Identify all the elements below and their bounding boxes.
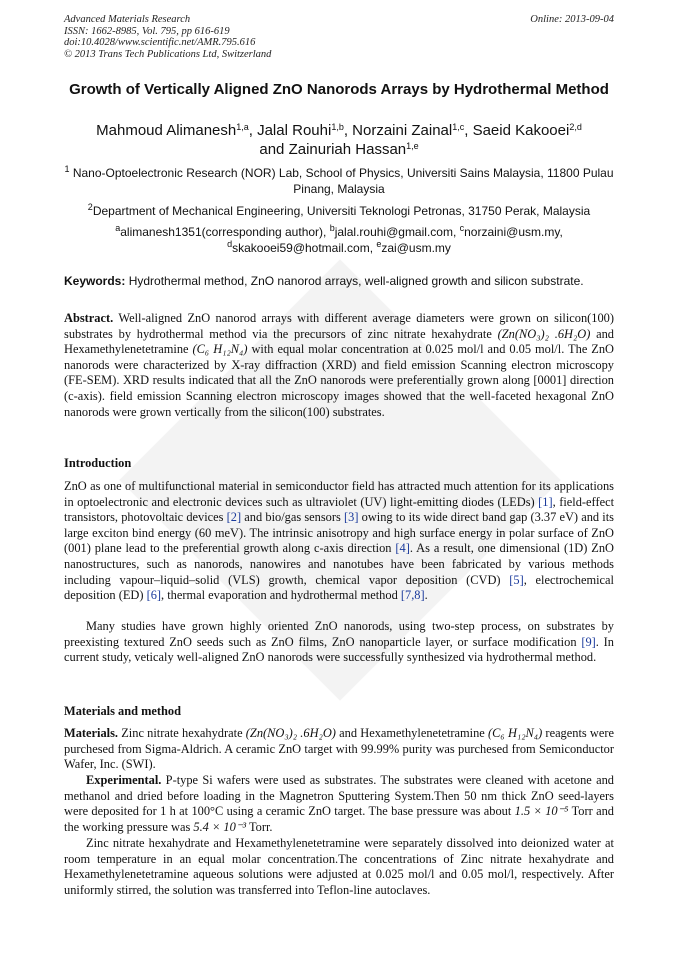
online-date: Online: 2013-09-04: [530, 14, 614, 25]
materials-label: Materials.: [64, 726, 119, 740]
paper-title: Growth of Vertically Aligned ZnO Nanorods Arrays by Hydrothermal Method: [69, 81, 609, 98]
author-sup: 1,e: [406, 141, 419, 151]
affiliation-1: $^1$ Nano-Optoelectronic Research (NOR) Lab, School of Physics, Universiti Sains Malaysia, 11800 Pulau Pinang, Malaysia: [64, 164, 614, 196]
experimental-label: Experimental.: [86, 773, 162, 787]
author-name: Mahmoud Alimanesh: [96, 122, 237, 139]
methods-heading: Materials and method: [64, 704, 182, 718]
keywords-text: Hydrothermal method, ZnO nanorod arrays, well-aligned growth and silicon substrate.: [125, 274, 584, 288]
author-list: Mahmoud Alimanesh$^{1,a}$, Jalal Rouhi$^{1,b}$, Norzaini Zainal$^{1,c}$, Saeid Kakooei$^{2,d}$ and Zainuriah Hassan$^{1,e}$: [96, 122, 582, 158]
journal-doi: doi:10.4028/www.scientific.net/AMR.795.616: [64, 37, 256, 48]
email-link[interactable]: norzaini@usm.my,: [464, 225, 563, 239]
introduction-paragraph-1: ZnO as one of multifunctional material in semiconductor field has attracted much attention for its applications in optoelectronic and electronic devices such as ultraviolet (UV) light-emitting diodes (LEDs) [1], field-effect transistors, photovoltaic devices [2] and bio/gas sensors [3] owing to its wide direct band gap (3.37 eV) and its large exciton bind energy (60 meV). The intrinsic anisotropy and high surface energy in polar surface of ZnO (001) plane lead to the preferential growth along c-axis direction [4]. As a result, one dimensional (1D) ZnO nanostructures, such as nanorods, nanowires and nanotubes have been fabricated by various methods including vapour–liquid–solid (VLS) growth, chemical vapor deposition (CVD) [5], electrochemical deposition (ED) [6], thermal evaporation and hydrothermal method [7,8].: [64, 479, 615, 603]
email-link[interactable]: jalal.rouhi@gmail.com,: [334, 225, 460, 239]
introduction-heading: Introduction: [64, 456, 132, 470]
keywords-label: Keywords:: [64, 274, 126, 288]
formula: (C₆ H₁₂N₄): [488, 726, 543, 740]
journal-issn: ISSN: 1662-8985, Vol. 795, pp 616-619: [64, 25, 230, 37]
journal-name: Advanced Materials Research: [64, 14, 191, 25]
formula: 1.5 × 10⁻⁵: [514, 804, 569, 819]
citation-link[interactable]: [9]: [581, 634, 596, 649]
abstract-label: Abstract.: [64, 311, 114, 325]
citation-link[interactable]: [6]: [146, 588, 162, 603]
formula: (Zn(NO₃)₂ .6H₂O): [497, 326, 591, 341]
author-name: Norzaini Zainal: [352, 122, 453, 139]
affiliation-2: $^2$Department of Mechanical Engineering, Universiti Teknologi Petronas, 31750 Perak, Malaysia: [87, 202, 591, 218]
citation-link[interactable]: [1]: [538, 494, 553, 509]
journal-copyright: © 2013 Trans Tech Publications Ltd, Switzerland: [64, 48, 272, 60]
author-sup: 1,a: [236, 122, 249, 132]
citation-link[interactable]: [7,8]: [400, 588, 425, 603]
formula: (Zn(NO₃)₂ .6H₂O): [245, 726, 336, 740]
author-sup: 1,c: [452, 122, 465, 132]
citation-link[interactable]: [3]: [344, 510, 359, 525]
journal-header: [64, 14, 271, 60]
keywords: [64, 273, 614, 289]
procedure-paragraph: Zinc nitrate hexahydrate and Hexamethylenetetramine were separately dissolved into deionized water at room temperature in an equal molar concentration.The concentrations of Zinc nitrate hexahydrate and Hexamethylenetetramine aqueous solutions were adjusted at 0.025 mol/l and 0.05 mol/l, respectively. After uniformly stirred, the solution was transferred into Teflon-line autoclaves.: [64, 836, 614, 897]
formula: 5.4 × 10⁻³: [193, 819, 247, 834]
author-name: Jalal Rouhi: [257, 122, 332, 139]
author-name: Saeid Kakooei: [472, 122, 570, 139]
author-name: Zainuriah Hassan: [288, 141, 407, 158]
citation-link[interactable]: [2]: [226, 510, 242, 525]
citation-link[interactable]: [4]: [395, 541, 410, 556]
experimental-paragraph: Experimental. P-type Si wafers were used as substrates. The substrates were cleaned with acetone and methanol and dried before loading in the Magnetron Sputtering System.Then 50 nm thick ZnO seed-layers were deposited for 1 h at 100°C using a ceramic ZnO target. The base pressure was about 1.5 × 10⁻⁵ Torr and the working pressure was 5.4 × 10⁻³ Torr.: [64, 773, 614, 834]
abstract: Abstract. Well-aligned ZnO nanorod arrays with different average diameters were grown on silicon(100) substrates by hydrothermal method via the precursors of zinc nitrate hexahydrate (Zn(NO₃)₂ .6H₂O) and Hexamethylenetetramine (C₆ H₁₂N₄) with equal molar concentration at 0.025 mol/l and 0.05 mol/l. The ZnO nanorods were characterized by X-ray diffraction (XRD) and field emission Scanning electron microscopy (FE-SEM). XRD results indicated that all the ZnO nanorods were preferentially grown along [0001] direction (c-axis). field emission Scanning electron microscopy images showed that the well-faceted hexagonal ZnO nanorods were grown vertically from the silicon(100) substrates.: [64, 311, 615, 419]
introduction-paragraph-2: Many studies have grown highly oriented ZnO nanorods, using two-step process, on substrates by preexisting textured ZnO seeds such as ZnO films, ZnO nanoparticle layer, or surface modification [9]. In current study, veticaly well-aligned ZnO nanorods were successfully synthesized via hydrothermal method.: [64, 619, 614, 665]
email-link[interactable]: zai@usm.my: [381, 241, 451, 255]
materials-paragraph: Materials. Zinc nitrate hexahydrate (Zn(NO₃)₂ .6H₂O) and Hexamethylenetetramine (C₆ H₁₂N₄) reagents were purchesed from Sigma-Aldrich. A ceramic ZnO target with 99.99% purity was purchesed from Semiconductor Wafer, Inc. (SWI).: [64, 726, 615, 772]
citation-link[interactable]: [5]: [509, 572, 524, 587]
formula: (C₆ H₁₂N₄): [192, 342, 248, 357]
email-link[interactable]: skakooei59@hotmail.com,: [232, 241, 377, 255]
author-sup: 2,d: [569, 122, 582, 132]
author-sup: 1,b: [331, 122, 344, 132]
author-emails: $^a$alimanesh1351(corresponding author), $^b$jalal.rouhi@gmail.com, $^c$norzaini@usm.my, $^d$skakooei59@hotmail.com, $^e$zai@usm.my: [115, 223, 563, 255]
